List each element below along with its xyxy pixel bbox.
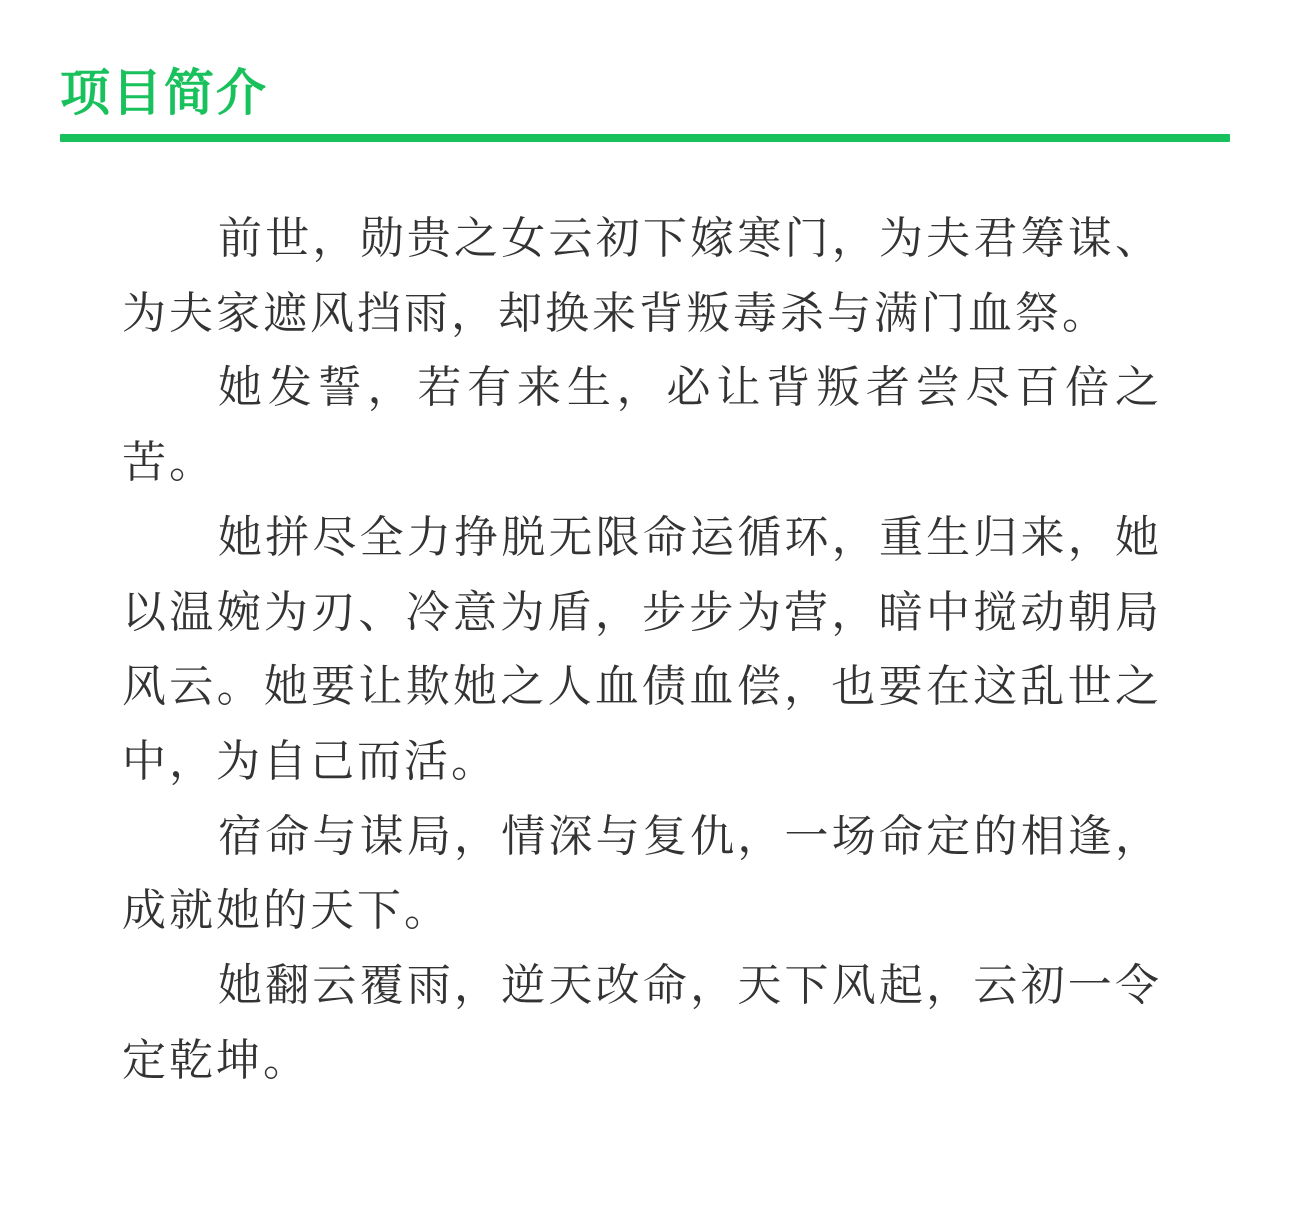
section-title: 项目简介 [60,64,268,122]
synopsis-paragraph-5: 她翻云覆雨，逆天改命，天下风起，云初一令定乾坤。 [122,960,1162,1086]
synopsis-paragraph-1: 前世，勋贵之女云初下嫁寒门，为夫君筹谋、为夫家遮风挡雨，却换来背叛毒杀与满门血祭。 [122,213,1162,339]
title-underline [60,134,1230,142]
synopsis-paragraph-3: 她拼尽全力挣脱无限命运循环，重生归来，她以温婉为刃、冷意为盾，步步为营，暗中搅动朝局风云。她要让欺她之人血债血偿，也要在这乱世之中，为自己而活。 [122,511,1162,787]
synopsis-paragraph-2: 她发誓，若有来生，必让背叛者尝尽百倍之苦。 [122,362,1162,489]
section-header [60,60,1230,142]
synopsis-paragraph-4: 宿命与谋局，情深与复仇，一场命定的相逢，成就她的天下。 [122,810,1162,937]
synopsis-body [122,202,1162,1098]
